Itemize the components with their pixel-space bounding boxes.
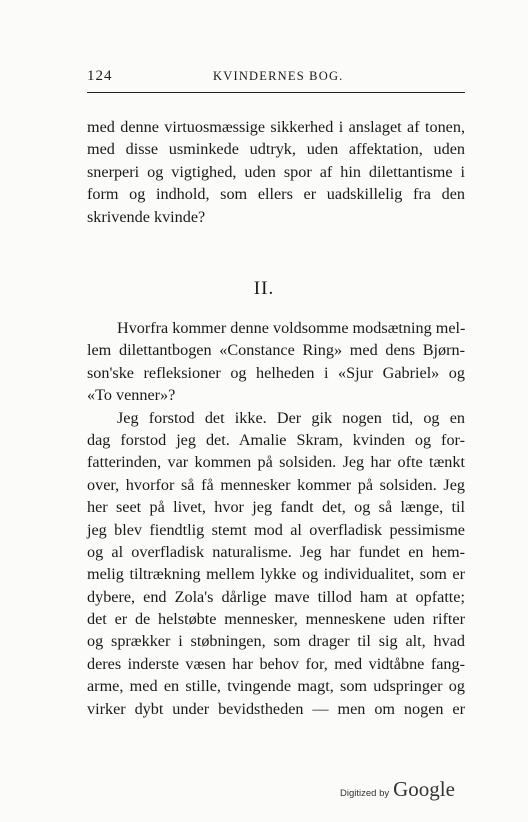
text-line: «To venner»? [87, 386, 176, 405]
text-line: dybere, end Zola's dårlige mave tillod ham at opfatte; [87, 587, 465, 606]
text-line: son'ske refleksioner og helheden i «Sjur Gabriel» og [87, 363, 465, 382]
text-line: jeg blev fiendtlig stemt mod al overfladisk pessimisme [87, 520, 465, 539]
text-line: skrivende kvinde? [87, 207, 206, 226]
text-line: her seet på livet, hvor jeg fandt det, og så længe, til [87, 498, 465, 517]
header-rule [87, 92, 465, 93]
section-body [87, 317, 465, 720]
google-logo: Google [393, 777, 455, 801]
text-line: og al overfladisk naturalisme. Jeg har fundet en hem- [87, 542, 465, 561]
section-heading: II. [253, 278, 275, 299]
text-line: fatterinden, var kommen på solsiden. Jeg har ofte tænkt [87, 453, 465, 472]
text-line: snerperi og vigtighed, uden spor af hin dilettantisme i [87, 162, 465, 181]
text-line: lem dilettantbogen «Constance Ring» med dens Bjørn- [87, 341, 465, 360]
text-line: Jeg forstod det ikke. Der gik nogen tid, og en [117, 408, 465, 427]
text-line: form og indhold, som ellers er uadskillelig fra den [87, 185, 465, 204]
digitized-watermark [340, 777, 455, 802]
page-header [87, 66, 465, 86]
digitized-by-text: Digitized by [340, 788, 390, 799]
text-line: over, hvorfor så få mennesker kommer på solsiden. Jeg [87, 475, 465, 494]
text-line: melig tiltrækning mellem lykke og individualitet, som er [87, 565, 465, 584]
running-title: KVINDERNES BOG. [213, 69, 344, 83]
paragraph-continued [87, 116, 465, 228]
text-line: med disse usminkede udtryk, uden affektation, uden [87, 140, 465, 159]
text-line: med denne virtuosmæssige sikkerhed i anslaget af tonen, [87, 118, 465, 136]
text-line: Hvorfra kommer denne voldsomme modsætning mel- [117, 319, 466, 337]
text-line: det er de helstøbte mennesker, menneskene uden rifter [87, 610, 465, 629]
text-line: deres inderste væsen har behov for, med vidtåbne fang- [87, 654, 465, 673]
text-line: dag forstod jeg det. Amalie Skram, kvinden og for- [87, 430, 465, 449]
text-line: virker dybt under bevidstheden — men om nogen er [87, 699, 465, 718]
text-line: og sprækker i støbningen, som drager til sig alt, hvad [87, 632, 465, 651]
page-number: 124 [87, 68, 113, 84]
text-line: arme, med en stille, tvingende magt, som udspringer og [87, 677, 465, 696]
